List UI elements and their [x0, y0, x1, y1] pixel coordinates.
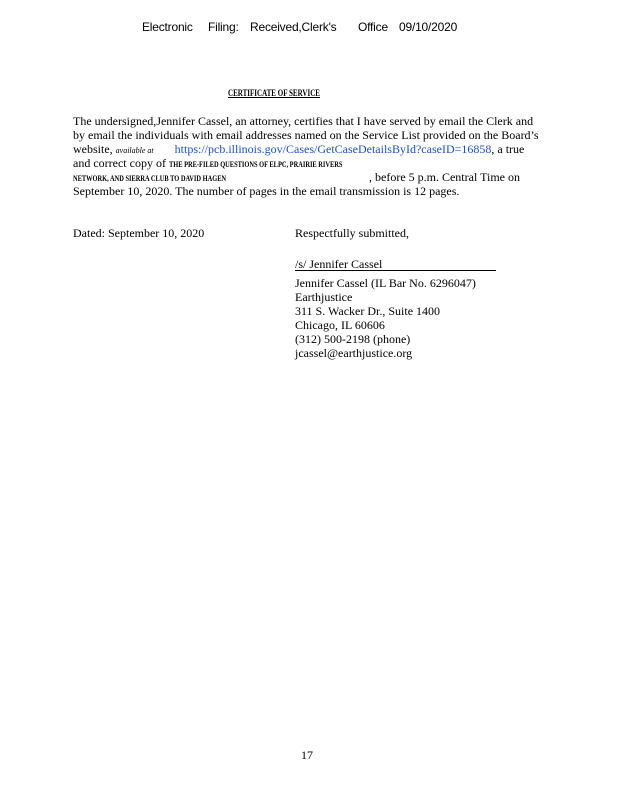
page-number: 17 [301, 748, 313, 762]
body-line1-middle: , an attorney, certifies that I have served by email the [229, 114, 484, 128]
attorney-name: Jennifer Cassel [156, 114, 230, 128]
signer-name-bar: Jennifer Cassel (IL Bar No. 6296047) [295, 276, 476, 290]
stamp-electronic: Electronic [142, 20, 193, 34]
signer-city: Chicago, IL 60606 [295, 318, 385, 332]
stamp-received-clerks: Received,Clerk's [250, 20, 337, 34]
service-date: September 10, 2020. [73, 184, 173, 198]
body-line1-and: and [515, 114, 534, 128]
signer-street: 311 S. Wacker Dr., Suite 1400 [295, 304, 441, 318]
signature-underline [295, 270, 496, 271]
website-word: website, [73, 142, 113, 156]
questions-title-part1: THE PRE-FILED QUESTIONS OF ELPC, PRAIRIE RIVERS [168, 160, 343, 169]
closing-line: Respectfully submitted, [295, 226, 409, 240]
signer-email[interactable]: jcassel@earthjustice.org [295, 346, 413, 360]
body-line-2: by email the individuals with email addresses named on the Service List provided on the Board’s [73, 128, 539, 142]
body-line3-suffix: , a true [491, 142, 525, 156]
signer-organization: Earthjustice [295, 290, 353, 304]
page-count-text: The number of pages in the email transmission is 12 pages. [175, 184, 460, 198]
certificate-title: CERTIFICATE OF SERVICE [228, 88, 320, 98]
case-details-link[interactable]: https://pcb.illinois.gov/Cases/GetCaseDetailsById?caseID=16858 [174, 142, 492, 156]
dated-line: Dated: September 10, 2020 [73, 226, 205, 240]
available-at-text: available at [115, 146, 154, 155]
clerk-word: Clerk [486, 114, 513, 128]
body-line4-prefix: and correct copy of [73, 156, 166, 170]
body-line-5 [73, 170, 520, 185]
body-line-6 [73, 184, 459, 199]
body-line1-prefix: The undersigned, [73, 114, 157, 128]
signer-phone: (312) 500-2198 (phone) [295, 332, 411, 346]
body-line-3 [73, 142, 524, 157]
questions-title-part2: NETWORK, AND SIERRA CLUB TO DAVID HAGEN [73, 174, 227, 183]
stamp-filing: Filing: [208, 20, 239, 34]
body-line-1 [73, 114, 533, 129]
stamp-office: Office [358, 20, 388, 34]
stamp-date: 09/10/2020 [399, 20, 458, 34]
body-line5-suffix: , before 5 p.m. Central Time on [369, 170, 520, 184]
body-line-4 [73, 156, 386, 171]
electronic-signature: /s/ Jennifer Cassel [295, 257, 383, 271]
